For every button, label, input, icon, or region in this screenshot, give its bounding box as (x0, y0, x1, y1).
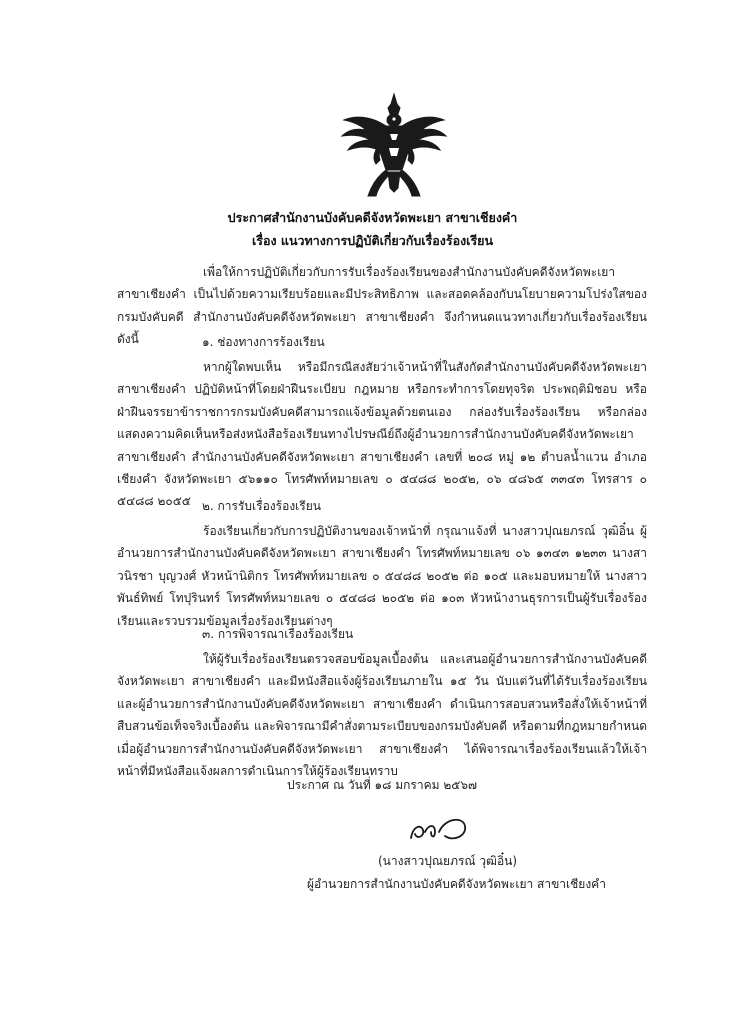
section-3-heading: ๓. การพิจารณาเรื่องร้องเรียน (202, 627, 354, 641)
section-1-heading: ๑. ช่องทางการร้องเรียน (202, 335, 325, 349)
intro-text: เพื่อให้การปฏิบัติเกี่ยวกับการรับเรื่องร้องเรียนของสำนักงานบังคับคดีจังหวัดพะเยา สาขาเชียงคำ เป็นไปด้วยความเรียบร้อยและมีประสิทธิภาพ และสอดคล้องกับนโยบายความโปร่งใสของกรมบังคับคดี สำนักงานบังคับคดีจังหวัดพะเยา สาขาเชียงคำ จึงกำหนดแนวทางเกี่ยวกับเรื่องร้องเรียน ดังนี้ (117, 265, 647, 347)
announcement-date: ประกาศ ณ วันที่ ๑๘ มกราคม ๒๕๖๗ (287, 778, 477, 792)
document-title: ประกาศสำนักงานบังคับคดีจังหวัดพะเยา สาขาเชียงคำ (227, 210, 518, 225)
intro-paragraph (117, 261, 647, 351)
section-3-body (117, 648, 647, 782)
signer-name: (นางสาวปุณยภรณ์ วุฒิอิ๋น) (378, 854, 518, 868)
section-2-body (117, 520, 647, 632)
section-2-heading: ๒. การรับเรื่องร้องเรียน (202, 499, 321, 513)
section-3-text: ให้ผู้รับเรื่องร้องเรียนตรวจสอบข้อมูลเบื้องต้น และเสนอผู้อำนวยการสำนักงานบังคับคดีจังหวัดพะเยา สาขาเชียงคำ และมีหนังสือแจ้งผู้ร้องเรียนภายใน ๑๕ วัน นับแต่วันที่ได้รับเรื่องร้องเรียน และผู้อำนวยการสำนักงานบังคับคดีจังหวัดพะเยา สาขาเชียงคำ ดำเนินการสอบสวนหรือสั่งให้เจ้าหน้าที่สืบสวนข้อเท็จจริงเบื้องต้น และพิจารณามีคำสั่งตามระเบียบของกรมบังคับคดี หรือตามที่กฎหมายกำหนด เมื่อผู้อำนวยการสำนักงานบังคับคดีจังหวัดพะเยา สาขาเชียงคำ ได้พิจารณาเรื่องร้องเรียนแล้วให้เจ้าหน้าที่มีหนังสือแจ้งผลการดำเนินการให้ผู้ร้องเรียนทราบ (117, 652, 647, 779)
garuda-emblem-icon (338, 92, 450, 200)
signature-icon (405, 812, 475, 848)
signer-position: ผู้อำนวยการสำนักงานบังคับคดีจังหวัดพะเยา สาขาเชียงคำ (307, 877, 606, 891)
section-2-text: ร้องเรียนเกี่ยวกับการปฏิบัติงานของเจ้าหน้าที่ กรุณาแจ้งที่ นางสาวปุณยภรณ์ วุฒิอิ๋น ผู้อำนวยการสำนักงานบังคับคดีจังหวัดพะเยา สาขาเชียงคำ โทรศัพท์หมายเลข ๐๖ ๑๓๔๓ ๑๒๓๓ นางสาวนิรชา บุญวงศ์ หัวหน้านิติกร โทรศัพท์หมายเลข ๐ ๕๔๘๘ ๒๐๕๒ ต่อ ๑๐๕ และมอบหมายให้ นางสาวพันธ์ทิพย์ โทปุรินทร์ โทรศัพท์หมายเลข ๐ ๕๔๘๘ ๒๐๕๒ ต่อ ๑๐๓ หัวหน้างานธุรการเป็นผู้รับเรื่องร้องเรียนและรวบรวมข้อมูลเรื่องร้องเรียนต่างๆ (117, 524, 647, 628)
section-1-text: หากผู้ใดพบเห็น หรือมีกรณีสงสัยว่าเจ้าหน้าที่ในสังกัดสำนักงานบังคับคดีจังหวัดพะเยา สาขาเชียงคำ ปฏิบัติหน้าที่โดยฝ่าฝืนระเบียบ กฎหมาย หรือกระทำการโดยทุจริต ประพฤติมิชอบ หรือฝ่าฝืนจรรยาข้าราชการกรมบังคับคดีสามารถแจ้งข้อมูลด้วยตนเอง กล่องรับเรื่องร้องเรียน หรือกล่องแสดงความคิดเห็นหรือส่งหนังสือร้องเรียนทางไปรษณีย์ถึงผู้อำนวยการสำนักงานบังคับคดีจังหวัดพะเยา สาขาเชียงคำ สำนักงานบังคับคดีจังหวัดพะเยา สาขาเชียงคำ เลขที่ ๒๐๘ หมู่ ๑๒ ตำบลน้ำแวน อำเภอเชียงคำ จังหวัดพะเยา ๕๖๑๑๐ โทรศัพท์หมายเลข ๐ ๕๔๘๘ ๒๐๕๒, ๐๖ ๔๘๖๕ ๓๓๔๓ โทรสาร ๐ ๕๔๘๘ ๒๐๕๕ (117, 360, 647, 509)
document-subject: เรื่อง แนวทางการปฏิบัติเกี่ยวกับเรื่องร้องเรียน (251, 233, 494, 248)
section-1-body (117, 356, 647, 513)
